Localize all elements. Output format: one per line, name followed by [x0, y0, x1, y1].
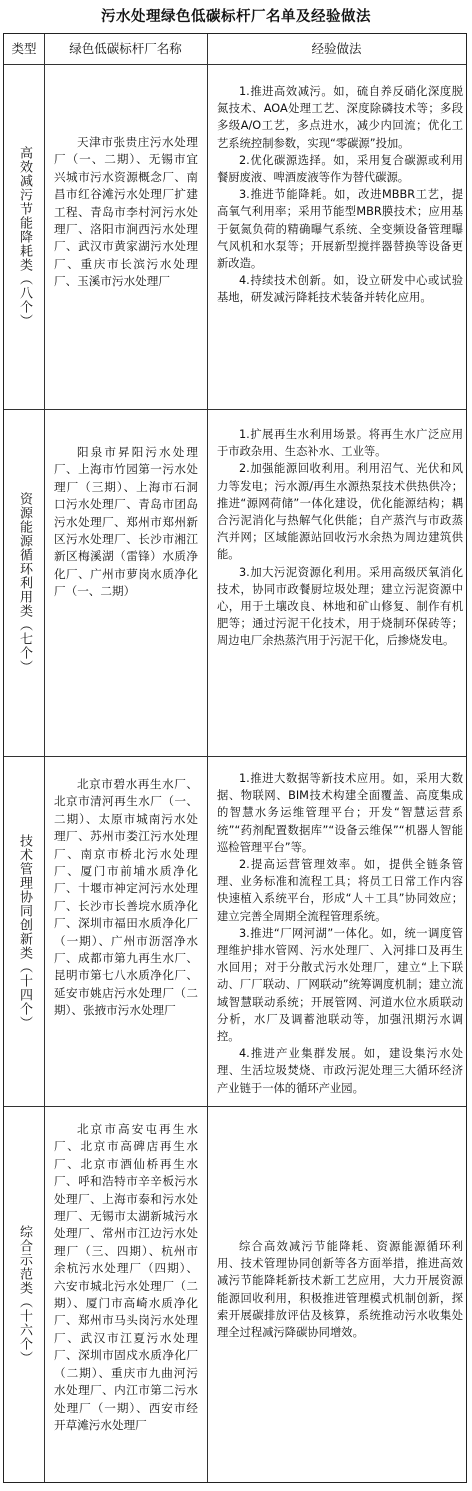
practice-item: 2.加强能源回收利用。利用沼气、光伏和风力等发电；污水源/再生水源热泵技术供热供冷；推进“源网荷储”一体化建设，优化能源结构；耦合污泥消化与热解气化供能；自产蒸汽与市政蒸汽并网；区域能源站回收污水余热为周边建筑供能。: [217, 462, 463, 562]
plant-names: 天津市张贵庄污水处理厂（一、二期）、无锡市宜兴城市污水资源概念厂、南昌市红谷滩污水处理厂扩建工程、青岛市李村河污水处理厂、洛阳市涧西污水处理厂、武汉市黄家湖污水处理厂、重庆市长滨污水处理厂、玉溪市污水处理厂: [54, 135, 198, 289]
plant-names: 北京市高安屯再生水厂、北京市高碑店再生水厂、北京市酒仙桥再生水厂、呼和浩特市辛辛板污水处理厂、上海市泰和污水处理厂、无锡市太湖新城污水处理厂、常州市江边污水处理厂（三、四期）、杭州市余杭污水处理厂（四期）、六安市城北污水处理厂（二期）、厦门市高崎水质净化厂、郑州市马头岗污水处理厂、武汉市江夏污水处理厂、深圳市固戍水质净化厂（二期）、重庆市九曲河污水处理厂、内江市第二污水处理厂（一期）、西安市经开草滩污水处理厂: [54, 1122, 198, 1432]
practice-item: 1.推进高效减污。如，硫自养反硝化深度脱氮技术、AOA处理工艺、深度除磷技术等；多段多级A/O工艺，多点进水，减少内回流；优化工艺系统控制参数，实现“零碳源”投加。: [217, 85, 463, 150]
practice-item: 综合高效减污节能降耗、资源能源循环利用、技术管理协同创新等各方面举措，推进高效减污节能降耗新技术新工艺应用，大力开展资源能源回收利用，积极推进管理模式机制创新，探索开展碳排放评估及核算，系统推动污水收集处理全过程减污降碳协同增效。: [217, 1240, 463, 1340]
practice-cell: [217, 1238, 463, 1341]
practice-cell: [217, 83, 463, 307]
row-divider: [4, 756, 466, 757]
category-cell: [4, 65, 44, 409]
header-practice: 经验做法: [311, 41, 362, 56]
practice-item: 3.推进节能降耗。如，改进MBBR工艺，提高氧气利用率；采用节能型MBR膜技术；应用基于氨氮负荷的精确曝气系统、全变频设备管理曝气风机和水泵等；开展新型搅拌器替换等设备更新改造。: [217, 188, 463, 271]
header-type: 类型: [11, 41, 37, 56]
practice-item: 1.推进大数据等新技术应用。如，采用大数据、物联网、BIM技术构建全面覆盖、高度集成的智慧水务运维管理平台；开发“智慧运营系统”“药剂配置数据库”“设备云维保”“机器人智能巡检管理平台”等。: [217, 772, 463, 854]
column-divider: [207, 34, 208, 1482]
practice-item: 2.提高运营管理效率。如，提供全链条管理、业务标准和流程工具；将员工日常工作内容快速植入系统平台，形成“人＋工具”协同效应；建立完善全周期全流程管理系统。: [217, 858, 463, 923]
category-cell: [4, 410, 44, 756]
category-label: 综合示范类（十六个）: [17, 1224, 32, 1365]
category-cell: [4, 1107, 44, 1482]
practice-cell: [217, 770, 463, 1097]
category-label: 高效减污节能降耗类（八个）: [17, 146, 32, 328]
practice-item: 2.优化碳源选择。如，采用复合碳源或利用餐厨废液、啤酒废液等作为替代碳源。: [217, 153, 463, 185]
row-divider: [4, 1106, 466, 1107]
header-name: 绿色低碳标杆厂名称: [69, 41, 182, 56]
practice-item: 1.扩展再生水利用场景。将再生水广泛应用于市政杂用、生态补水、工业等。: [217, 428, 463, 459]
column-divider: [44, 34, 45, 1482]
category-cell: [4, 757, 44, 1106]
plant-names: 北京市碧水再生水厂、北京市清河再生水厂（一、二期）、太原市城南污水处理厂、苏州市娄江污水处理厂、南京市桥北污水处理厂、厦门市前埔水质净化厂、十堰市神定河污水处理厂、长沙市长善垸水质净化厂、深圳市福田水质净化厂（一期）、广州市沥滘净水厂、成都市第九再生水厂、昆明市第七八水质净化厂、延安市姚店污水处理厂（二期）、张掖市污水处理厂: [54, 777, 198, 1018]
category-label: 资源能源循环利用类（七个）: [17, 492, 32, 674]
row-divider: [4, 64, 466, 65]
plant-names: 阳泉市昇阳污水处理厂、上海市竹园第一污水处理厂（三期）、上海市石洞口污水处理厂、青岛市团岛污水处理厂、郑州市郑州新区污水处理厂、长沙市湘江新区梅溪湖（雷锋）水质净化厂、广州市萝岗水质净化厂（一、二期）: [54, 445, 198, 599]
page-title: 污水处理绿色低碳标杆厂名单及经验做法: [101, 9, 371, 25]
practice-cell: [217, 426, 463, 650]
practice-item: 3.推进“厂网河湖”一体化。如，统一调度管理维护排水管网、污水处理厂、入河排口及再生水回用；对于分散式污水处理厂，建立“上下联动、厂厂联动、厂网联动”统筹调度机制；建立流域智慧联动系统；开展管网、河道水位水质联动分析，水厂及调蓄池联动等，加强汛期污水调控。: [217, 926, 463, 1044]
practice-item: 4.推进产业集群发展。如，建设集污水处理、生活垃圾焚烧、市政污泥处理三大循环经济产业链于一体的循环产业园。: [217, 1047, 463, 1095]
practice-item: 3.加大污泥资源化利用。采用高级厌氧消化技术，协同市政餐厨垃圾处理；建立污泥资源中心，用于土壤改良、林地和矿山修复、制作有机肥等；通过污泥干化技术，用于烧制环保砖等；周边电厂余热蒸汽用于污泥干化，后掺烧发电。: [217, 565, 463, 648]
row-divider: [4, 409, 466, 410]
practice-item: 4.持续技术创新。如，设立研发中心或试验基地，研发减污降耗技术装备并转化应用。: [217, 274, 463, 305]
category-label: 技术管理协同创新类（十四个）: [17, 833, 32, 1030]
benchmark-table: [3, 33, 467, 1483]
